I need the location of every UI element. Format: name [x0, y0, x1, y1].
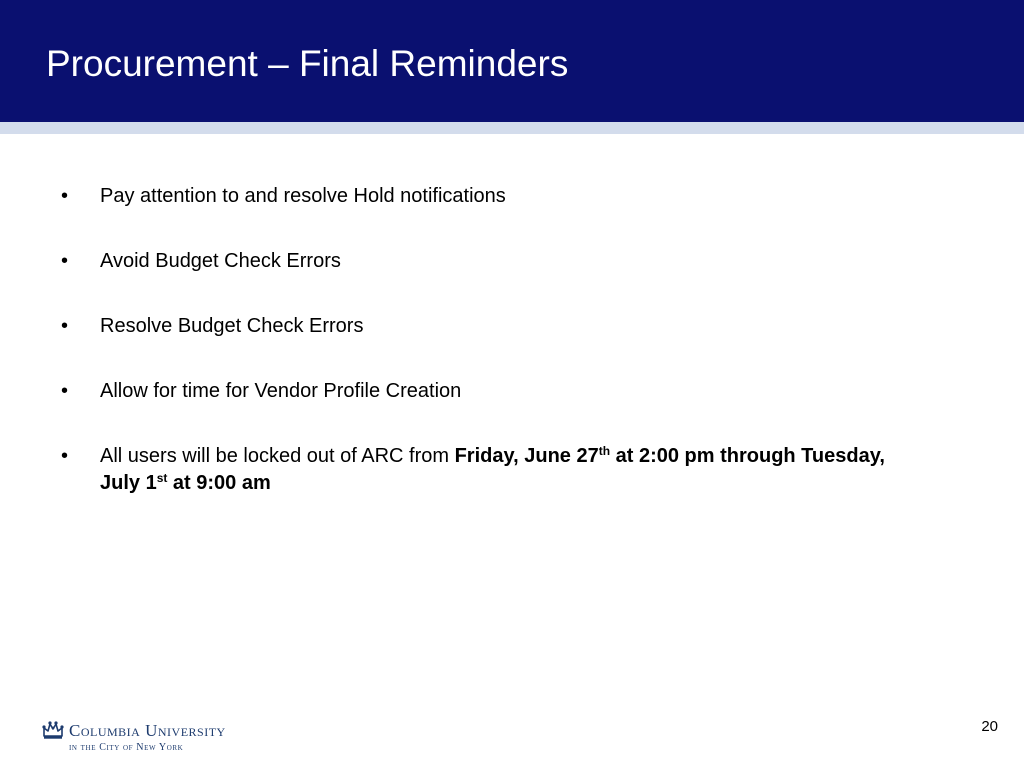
header-accent-strip	[0, 122, 1024, 134]
bullet-item	[0, 183, 1024, 210]
bullet-text: Resolve Budget Check Errors	[100, 315, 364, 337]
bullet-text: Allow for time for Vendor Profile Creation	[100, 380, 462, 402]
ordinal-suffix: st	[156, 471, 168, 485]
bullet-text-plain: All users will be locked out of ARC from	[100, 445, 455, 467]
bold-end-time: at 9:00 am	[167, 472, 271, 494]
logo-name: Columbia University	[69, 721, 226, 740]
bullet-text: Pay attention to and resolve Hold notifications	[100, 185, 506, 207]
bullet-marker: •	[61, 315, 69, 337]
bullet-marker: •	[61, 185, 69, 207]
logo-subtitle: in the City of New York	[69, 742, 184, 753]
bullet-text	[100, 445, 885, 494]
bullet-marker: •	[61, 445, 69, 467]
bullet-list	[0, 183, 1024, 535]
page-number: 20	[981, 718, 998, 735]
bullet-item	[0, 248, 1024, 275]
bold-through-text: at 2:00 pm through Tuesday, July 1	[100, 445, 885, 494]
bullet-marker: •	[61, 250, 69, 272]
bullet-text: Avoid Budget Check Errors	[100, 250, 341, 272]
crown-icon	[42, 720, 64, 740]
bold-start-day: Friday, June 27	[454, 445, 599, 467]
columbia-university-logo	[42, 718, 282, 758]
bullet-marker: •	[61, 380, 69, 402]
bullet-item	[0, 378, 1024, 405]
bullet-item	[0, 313, 1024, 340]
ordinal-suffix: th	[598, 444, 611, 458]
bullet-item	[0, 443, 1024, 497]
slide-title: Procurement – Final Reminders	[46, 43, 569, 84]
